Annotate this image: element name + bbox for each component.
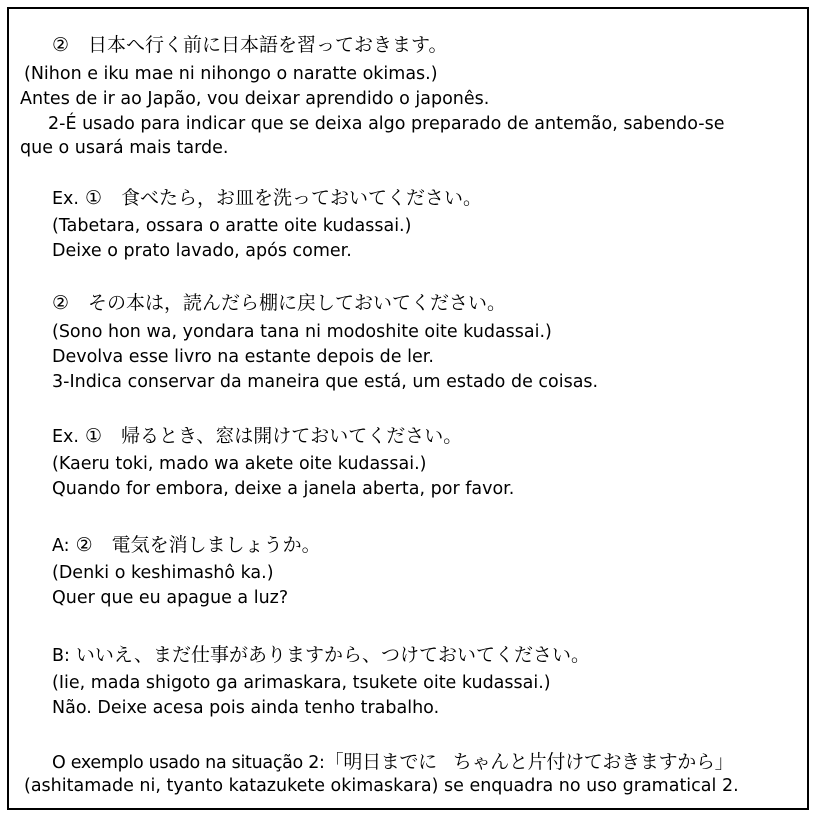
usage-3-description: 3-Indica conservar da maneira que está, um estado de coisas. [52,372,599,392]
example-translation: Deixe o prato lavado, após comer. [52,241,352,261]
example-japanese: ① 帰るとき、窓は開けておいてください。 [84,425,463,447]
example-japanese: ① 食べたら，お皿を洗っておいてください。 [84,187,483,209]
conclusion-line [52,750,733,775]
dialog-translation: Não. Deixe acesa pois ainda tenho trabalho. [52,698,440,718]
example-label: Ex. [52,427,79,447]
dialog-translation: Quer que eu apague a luz? [52,588,289,608]
example-translation: Antes de ir ao Japão, vou deixar aprendido o japonês. [20,89,490,109]
dialog-romaji: (Denki o keshimashô ka.) [52,563,274,583]
conclusion-japanese: 「明日までに [324,751,437,773]
dialog-b [52,643,590,668]
example-3-1 [52,424,462,449]
speaker-label: B: [52,646,70,666]
conclusion-line-2: (ashitamade ni, tyanto katazukete okimaskara) se enquadra no uso gramatical 2. [24,776,739,796]
example-translation: Quando for embora, deixe a janela aberta, por favor. [52,479,515,499]
example-romaji: (Sono hon wa, yondara tana ni modoshite oite kudassai.) [52,322,552,342]
example-romaji: (Kaeru toki, mado wa akete oite kudassai.) [52,454,427,474]
dialog-japanese: ② 電気を消しましょうか。 [75,534,321,556]
example-japanese: ② その本は，読んだら棚に戻しておいてください。 [52,292,507,314]
dialog-a [52,533,321,558]
conclusion-japanese: ちゃんと片付けておきますから」 [452,751,734,773]
dialog-romaji: (Iie, mada shigoto ga arimaskara, tsukete oite kudassai.) [52,673,551,693]
usage-2-description: 2-É usado para indicar que se deixa algo preparado de antemão, sabendo-se [48,114,725,134]
example-translation: Devolva esse livro na estante depois de ler. [52,347,434,367]
example-label: Ex. [52,189,79,209]
example-japanese: ② 日本へ行く前に日本語を習っておきます。 [52,34,448,56]
example-2-1 [52,186,482,211]
dialog-japanese: いいえ、まだ仕事がありますから、つけておいてください。 [75,644,591,666]
example-romaji: (Nihon e iku mae ni nihongo o naratte okimas.) [24,64,438,84]
speaker-label: A: [52,536,70,556]
usage-2-description-cont: que o usará mais tarde. [20,138,229,158]
example-romaji: (Tabetara, ossara o aratte oite kudassai.) [52,216,412,236]
conclusion-text: O exemplo usado na situação 2: [52,753,325,773]
